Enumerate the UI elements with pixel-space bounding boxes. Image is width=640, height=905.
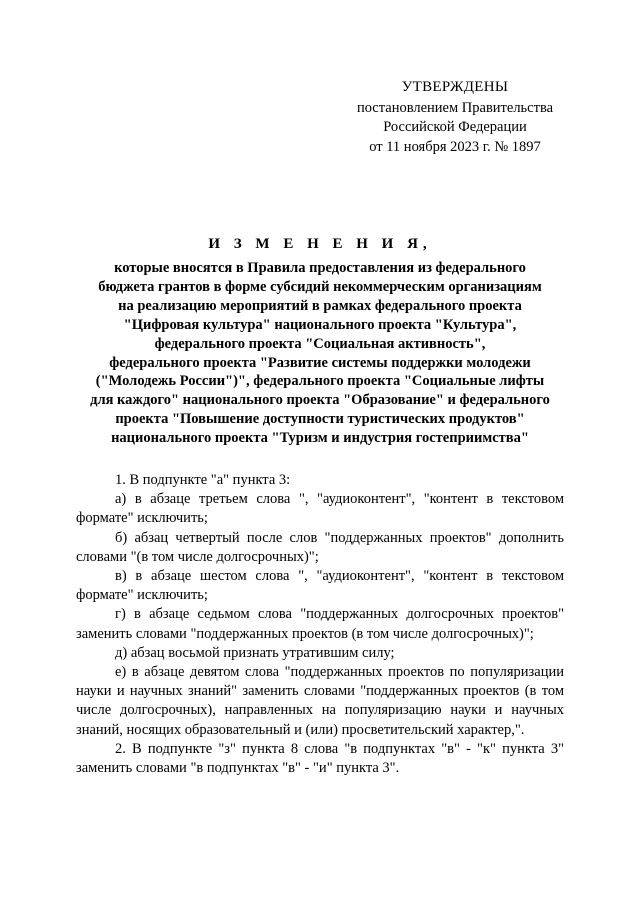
- title-line: проекта "Повышение доступности туристических продуктов": [115, 411, 525, 428]
- paragraph-item-1e: е) в абзаце девятом слова "поддержанных проектов по популяризации науки и научных знаний" заменить словами "поддержанных проектов (в том числе долгосрочных), направленных на популяризацию науки и научных знаний, носящих образовательный и (или) просветительский характер,".: [76, 664, 564, 738]
- approval-line: Российской Федерации: [383, 119, 527, 135]
- document-title: [60, 236, 580, 448]
- title-line: ("Молодежь России")", федерального проекта "Социальные лифты: [95, 373, 545, 390]
- title-line: для каждого" национального проекта "Образование" и федерального: [90, 392, 550, 409]
- title-line: национального проекта "Туризм и индустрия гостеприимства": [111, 430, 529, 447]
- title-line: которые вносятся в Правила предоставления из федерального: [114, 260, 526, 276]
- title-line: бюджета грантов в форме субсидий некоммерческим организациям: [98, 278, 542, 295]
- approval-line: от 11 ноября 2023 г. № 1897: [369, 138, 541, 155]
- title-line: на реализацию мероприятий в рамках федерального проекта: [118, 297, 522, 314]
- title-line: федерального проекта "Развитие системы поддержки молодежи: [109, 354, 531, 371]
- paragraph-item-1a: а) в абзаце третьем слова ", "аудиоконтент", "контент в текстовом формате" исключить;: [76, 491, 564, 527]
- paragraph-item-1v: в) в абзаце шестом слова ", "аудиоконтент", "контент в текстовом формате" исключить;: [76, 568, 564, 604]
- approval-stamp: [345, 78, 565, 157]
- paragraph-item-2: 2. В подпункте "з" пункта 8 слова "в подпунктах "в" - "к" пункта 3" заменить словами "в подпунктах "в" - "и" пункта 3".: [76, 740, 564, 777]
- document-body: [76, 471, 564, 778]
- title-heading: И З М Е Н Е Н И Я,: [208, 236, 432, 252]
- title-line: федерального проекта "Социальная активность",: [154, 335, 486, 352]
- title-subtitle: [60, 259, 580, 448]
- paragraph-item-1b: б) абзац четвертый после слов "поддержанных проектов" дополнить словами "(в том числе долгосрочных)";: [76, 529, 564, 565]
- paragraph-item-1g: г) в абзаце седьмом слова "поддержанных долгосрочных проектов" заменить словами "поддержанных проектов (в том числе долгосрочных)";: [76, 606, 564, 642]
- approval-line: постановлением Правительства: [356, 99, 554, 116]
- approval-heading: УТВЕРЖДЕНЫ: [401, 79, 509, 95]
- paragraph-item-1d: д) абзац восьмой признать утратившим силу;: [115, 644, 395, 661]
- paragraph-item-1: 1. В подпункте "а" пункта 3:: [115, 472, 291, 488]
- title-line: "Цифровая культура" национального проекта "Культура",: [123, 316, 517, 333]
